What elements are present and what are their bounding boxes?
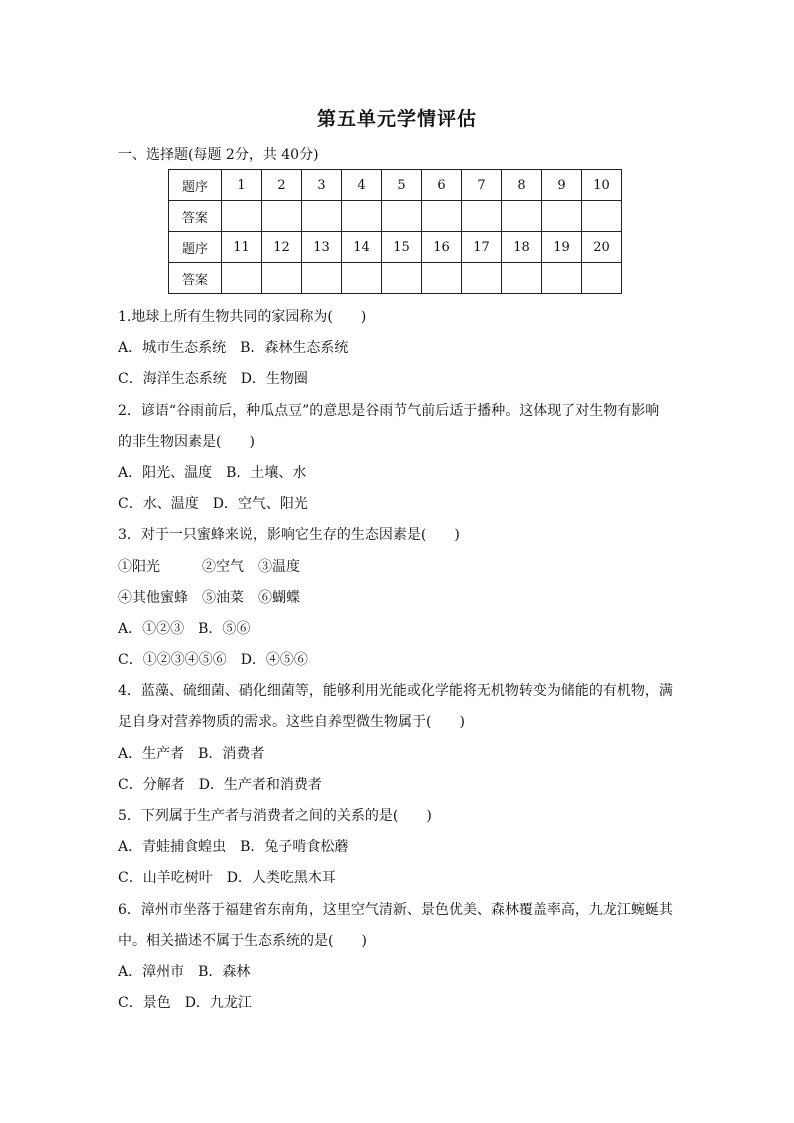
answer-cell[interactable] (302, 263, 342, 294)
table-row (169, 170, 622, 201)
answer-cell[interactable] (302, 201, 342, 232)
row-label-number: 题序 (169, 232, 222, 263)
answer-cell[interactable] (342, 263, 382, 294)
statement-line: ④其他蜜蜂 ⑤油菜 ⑥蝴蝶 (118, 589, 300, 606)
question-line: 6．漳州市坐落于福建省东南角，这里空气清新、景色优美、森林覆盖率高，九龙江蜿蜒其 (118, 901, 673, 918)
answer-cell[interactable] (462, 201, 502, 232)
answer-cell[interactable] (422, 263, 462, 294)
answer-table (168, 169, 622, 294)
option-line: C．海洋生态系统 D．生物圈 (118, 371, 308, 388)
table-row (169, 232, 622, 263)
option-line: A．漳州市 B．森林 (118, 963, 251, 980)
table-row (169, 263, 622, 294)
question-number: 15 (382, 232, 422, 263)
question-number: 1 (222, 170, 262, 201)
option-line: C．景色 D．九龙江 (118, 995, 252, 1012)
row-label-answer: 答案 (169, 201, 222, 232)
option-line: A．①②③ B．⑤⑥ (118, 620, 251, 637)
question-number: 20 (582, 232, 622, 263)
row-label-number: 题序 (169, 170, 222, 201)
answer-cell[interactable] (462, 263, 502, 294)
answer-cell[interactable] (222, 201, 262, 232)
option-line: A．城市生态系统 B．森林生态系统 (118, 340, 349, 357)
question-number: 17 (462, 232, 502, 263)
question-number: 7 (462, 170, 502, 201)
answer-cell[interactable] (262, 201, 302, 232)
question-number: 18 (502, 232, 542, 263)
option-line: C．分解者 D．生产者和消费者 (118, 776, 322, 793)
answer-cell[interactable] (262, 263, 302, 294)
answer-cell[interactable] (502, 201, 542, 232)
question-number: 11 (222, 232, 262, 263)
question-number: 6 (422, 170, 462, 201)
answer-cell[interactable] (582, 263, 622, 294)
question-line: 足自身对营养物质的需求。这些自养型微生物属于( ) (118, 714, 465, 731)
answer-cell[interactable] (222, 263, 262, 294)
question-line: 中。相关描述不属于生态系统的是( ) (118, 932, 367, 949)
question-line: 的非生物因素是( ) (118, 433, 255, 450)
page-title: 第五单元学情评估 (316, 108, 477, 130)
answer-cell[interactable] (542, 263, 582, 294)
answer-cell[interactable] (502, 263, 542, 294)
option-line: C．水、温度 D．空气、阳光 (118, 496, 308, 513)
question-line: 3．对于一只蜜蜂来说，影响它生存的生态因素是( ) (118, 527, 460, 544)
question-number: 10 (582, 170, 622, 201)
option-line: A．生产者 B．消费者 (118, 745, 265, 762)
question-list (118, 302, 678, 1019)
question-number: 4 (342, 170, 382, 201)
section-heading: 一、选择题(每题 2分，共 40分) (118, 147, 319, 163)
question-number: 12 (262, 232, 302, 263)
answer-cell[interactable] (422, 201, 462, 232)
answer-cell[interactable] (342, 201, 382, 232)
row-label-answer: 答案 (169, 263, 222, 294)
question-number: 9 (542, 170, 582, 201)
question-line: 2．谚语“谷雨前后，种瓜点豆”的意思是谷雨节气前后适于播种。这体现了对生物有影响 (118, 402, 660, 419)
statement-line: ①阳光 ②空气 ③温度 (118, 558, 300, 575)
answer-cell[interactable] (382, 263, 422, 294)
table-row (169, 201, 622, 232)
question-number: 3 (302, 170, 342, 201)
question-number: 19 (542, 232, 582, 263)
answer-cell[interactable] (542, 201, 582, 232)
question-line: 4．蓝藻、硫细菌、硝化细菌等，能够利用光能或化学能将无机物转变为储能的有机物，满 (118, 683, 673, 700)
question-number: 5 (382, 170, 422, 201)
question-number: 16 (422, 232, 462, 263)
question-line: 1.地球上所有生物共同的家园称为( ) (118, 309, 367, 325)
option-line: A．青蛙捕食蝗虫 B．兔子啃食松蘑 (118, 839, 349, 856)
question-number: 2 (262, 170, 302, 201)
answer-cell[interactable] (582, 201, 622, 232)
option-line: C．山羊吃树叶 D．人类吃黑木耳 (118, 870, 336, 887)
option-line: A．阳光、温度 B．土壤、水 (118, 464, 307, 481)
answer-cell[interactable] (382, 201, 422, 232)
question-line: 5．下列属于生产者与消费者之间的关系的是( ) (118, 808, 432, 824)
question-number: 13 (302, 232, 342, 263)
question-number: 8 (502, 170, 542, 201)
option-line: C．①②③④⑤⑥ D．④⑤⑥ (118, 652, 308, 669)
question-number: 14 (342, 232, 382, 263)
